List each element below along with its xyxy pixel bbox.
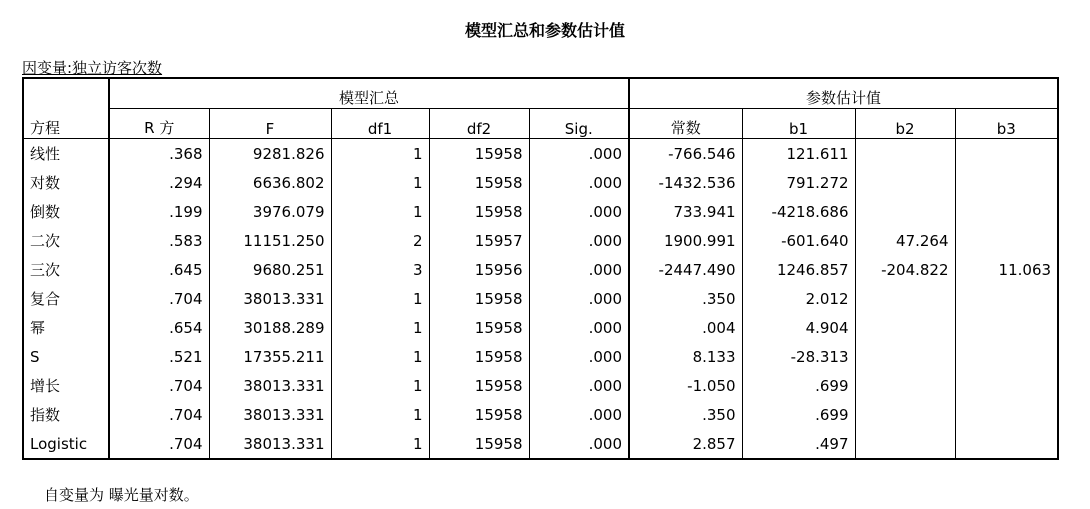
cell-value: 1: [331, 313, 429, 342]
table-row: [23, 313, 1058, 342]
cell-value: [955, 371, 1058, 400]
cell-value: 791.272: [742, 168, 855, 197]
cell-value: 2.012: [742, 284, 855, 313]
column-header: df1: [331, 109, 429, 139]
cell-value: .000: [529, 400, 629, 429]
row-label: S: [30, 347, 40, 366]
cell-value: .000: [529, 313, 629, 342]
cell-value: 1: [331, 371, 429, 400]
column-header: 方程: [23, 109, 109, 139]
row-label: 线性: [30, 145, 61, 163]
cell-value: 6636.802: [209, 168, 331, 197]
cell-value: 9281.826: [209, 139, 331, 169]
cell-value: [955, 197, 1058, 226]
row-label: 对数: [30, 174, 61, 192]
cell-value: -1.050: [629, 371, 742, 400]
cell-value: 733.941: [629, 197, 742, 226]
column-header: R 方: [109, 109, 209, 139]
cell-value: [855, 139, 955, 169]
table-row: [23, 400, 1058, 429]
row-label: 幂: [30, 319, 46, 337]
cell-value: 1: [331, 400, 429, 429]
cell-value: .000: [529, 342, 629, 371]
column-header: F: [209, 109, 331, 139]
dependent-variable-label: 因变量:独立访客次数: [22, 59, 163, 77]
table-row: [23, 139, 1058, 169]
column-header: b2: [855, 109, 955, 139]
cell-value: -766.546: [629, 139, 742, 169]
cell-value: .000: [529, 255, 629, 284]
cell-value: 2.857: [629, 429, 742, 459]
cell-value: [855, 429, 955, 459]
cell-value: 121.611: [742, 139, 855, 169]
cell-value: 17355.211: [209, 342, 331, 371]
cell-value: 3: [331, 255, 429, 284]
cell-value: 4.904: [742, 313, 855, 342]
table-row: [23, 371, 1058, 400]
cell-value: 2: [331, 226, 429, 255]
table-row: [23, 197, 1058, 226]
cell-value: 15957: [429, 226, 529, 255]
column-header-row: [23, 109, 1058, 139]
cell-value: .294: [109, 168, 209, 197]
footnote: 自变量为 曝光量对数。: [44, 486, 199, 504]
row-label: 增长: [30, 377, 61, 395]
cell-value: 15956: [429, 255, 529, 284]
cell-value: .199: [109, 197, 209, 226]
cell-value: 47.264: [855, 226, 955, 255]
column-header: df2: [429, 109, 529, 139]
cell-value: 11151.250: [209, 226, 331, 255]
cell-value: .000: [529, 371, 629, 400]
row-label: 复合: [30, 290, 61, 308]
cell-value: 8.133: [629, 342, 742, 371]
cell-value: [955, 313, 1058, 342]
cell-value: -2447.490: [629, 255, 742, 284]
cell-value: .699: [742, 371, 855, 400]
cell-value: 38013.331: [209, 284, 331, 313]
cell-value: 15958: [429, 371, 529, 400]
cell-value: [955, 226, 1058, 255]
cell-value: [855, 168, 955, 197]
cell-value: 15958: [429, 313, 529, 342]
cell-value: .000: [529, 226, 629, 255]
cell-value: 15958: [429, 284, 529, 313]
cell-value: 15958: [429, 168, 529, 197]
row-label: Logistic: [30, 434, 88, 453]
table-row: [23, 226, 1058, 255]
table-body: [23, 139, 1058, 460]
cell-value: 38013.331: [209, 400, 331, 429]
cell-value: .350: [629, 284, 742, 313]
cell-value: 15958: [429, 139, 529, 169]
cell-value: .699: [742, 400, 855, 429]
cell-value: 30188.289: [209, 313, 331, 342]
cell-value: 38013.331: [209, 429, 331, 459]
cell-value: 11.063: [955, 255, 1058, 284]
cell-value: .000: [529, 197, 629, 226]
cell-value: .583: [109, 226, 209, 255]
cell-value: [855, 371, 955, 400]
cell-value: 15958: [429, 342, 529, 371]
column-header: b1: [742, 109, 855, 139]
cell-value: 15958: [429, 429, 529, 459]
cell-value: 1: [331, 139, 429, 169]
column-header: 常数: [629, 109, 742, 139]
row-label: 倒数: [30, 203, 61, 221]
corner-cell: [23, 78, 109, 109]
model-summary-header: 模型汇总: [109, 78, 629, 109]
table-title: 模型汇总和参数估计值: [464, 21, 625, 40]
row-label: 二次: [30, 232, 61, 250]
table-row: [23, 255, 1058, 284]
cell-value: 3976.079: [209, 197, 331, 226]
cell-value: [955, 400, 1058, 429]
cell-value: 1: [331, 342, 429, 371]
parameter-estimates-header: 参数估计值: [629, 78, 1058, 109]
cell-value: 1: [331, 168, 429, 197]
cell-value: .497: [742, 429, 855, 459]
cell-value: .704: [109, 284, 209, 313]
cell-value: 15958: [429, 400, 529, 429]
cell-value: [955, 342, 1058, 371]
cell-value: [955, 284, 1058, 313]
column-header: Sig.: [529, 109, 629, 139]
cell-value: 1: [331, 197, 429, 226]
cell-value: -28.313: [742, 342, 855, 371]
cell-value: [955, 139, 1058, 169]
table-row: [23, 168, 1058, 197]
cell-value: -1432.536: [629, 168, 742, 197]
table-row: [23, 342, 1058, 371]
cell-value: .000: [529, 168, 629, 197]
cell-value: 1: [331, 284, 429, 313]
cell-value: .000: [529, 429, 629, 459]
row-label: 指数: [30, 406, 61, 424]
cell-value: [855, 197, 955, 226]
cell-value: [955, 168, 1058, 197]
cell-value: .000: [529, 284, 629, 313]
cell-value: -204.822: [855, 255, 955, 284]
cell-value: .645: [109, 255, 209, 284]
cell-value: 1246.857: [742, 255, 855, 284]
model-summary-table: [22, 77, 1059, 460]
cell-value: -601.640: [742, 226, 855, 255]
cell-value: .704: [109, 371, 209, 400]
cell-value: .704: [109, 400, 209, 429]
row-label: 三次: [30, 261, 61, 279]
cell-value: 1900.991: [629, 226, 742, 255]
cell-value: [955, 429, 1058, 459]
cell-value: 38013.331: [209, 371, 331, 400]
cell-value: .004: [629, 313, 742, 342]
cell-value: .704: [109, 429, 209, 459]
cell-value: 15958: [429, 197, 529, 226]
cell-value: [855, 342, 955, 371]
column-header: b3: [955, 109, 1058, 139]
table-row: [23, 429, 1058, 459]
cell-value: .368: [109, 139, 209, 169]
cell-value: .654: [109, 313, 209, 342]
cell-value: .521: [109, 342, 209, 371]
cell-value: [855, 284, 955, 313]
table-row: [23, 284, 1058, 313]
cell-value: 1: [331, 429, 429, 459]
cell-value: [855, 313, 955, 342]
cell-value: [855, 400, 955, 429]
cell-value: -4218.686: [742, 197, 855, 226]
cell-value: .000: [529, 139, 629, 169]
group-header-row: [23, 78, 1058, 109]
cell-value: 9680.251: [209, 255, 331, 284]
cell-value: .350: [629, 400, 742, 429]
